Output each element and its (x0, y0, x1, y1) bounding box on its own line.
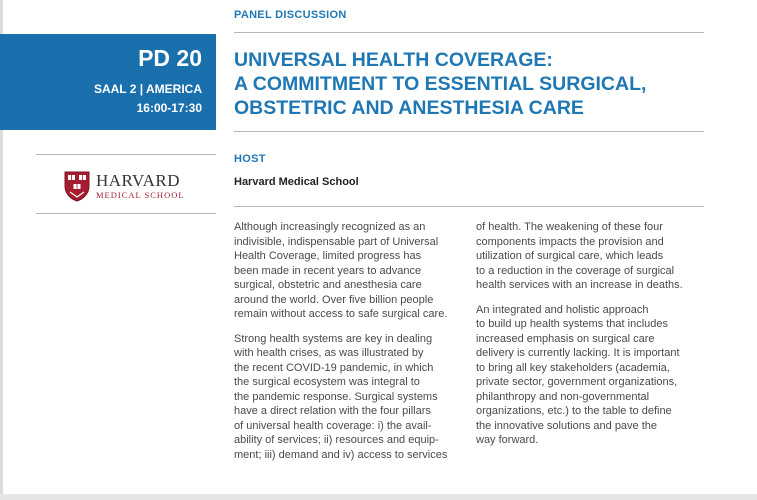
body-line: An integrated and holistic approach (476, 303, 649, 316)
body-line: health services with an increase in deaths. (476, 279, 683, 291)
title-line: UNIVERSAL HEALTH COVERAGE: (234, 49, 553, 71)
body-line: of universal health coverage: i) the avail- (234, 419, 432, 432)
body-line: surgical, obstetric and anesthesia care (234, 279, 422, 291)
page-footer-band (0, 494, 757, 500)
body-line: the pandemic response. Surgical systems (234, 390, 438, 403)
body-line: Health Coverage, limited progress has (234, 250, 422, 262)
logo-top-rule (36, 154, 216, 155)
host-name: Harvard Medical School (234, 176, 359, 188)
paragraph-gap (476, 293, 716, 303)
logo-wordmark (96, 172, 185, 201)
session-room: SAAL 2 | AMERICA (93, 82, 202, 96)
body-line: way forward. (476, 434, 539, 446)
body-line: to a reduction in the coverage of surgical (476, 264, 675, 277)
body-line: the surgical ecosystem was integral to (234, 376, 420, 388)
body-line: the recent COVID-19 pandemic, in which (234, 361, 434, 374)
session-time: 16:00-17:30 (136, 101, 202, 115)
title-top-rule (234, 32, 704, 33)
body-line: have a direct relation with the four pillars (234, 405, 431, 417)
body-line: to build up health systems that includes (476, 318, 669, 330)
body-column-2 (476, 220, 716, 448)
logo-subtitle: MEDICAL SCHOOL (96, 189, 185, 200)
body-line: the innovative solutions and pave the (476, 419, 658, 432)
harvard-medical-school-logo (64, 170, 185, 202)
body-line: around the world. Over five billion people (234, 293, 434, 306)
body-line: organizations, etc.) to the table to define (476, 405, 672, 417)
title-line: OBSTETRIC AND ANESTHESIA CARE (234, 97, 584, 119)
section-label: PANEL DISCUSSION (234, 9, 347, 21)
body-line: ability of services; ii) resources and equip- (234, 434, 439, 446)
body-line: Although increasingly recognized as an (234, 221, 426, 233)
host-bottom-rule (234, 206, 704, 207)
body-line: utilization of surgical care, which leads (476, 250, 664, 262)
title-line: A COMMITMENT TO ESSENTIAL SURGICAL, (234, 73, 647, 95)
body-line: been made in recent years to advance (234, 264, 422, 277)
body-line: ment; iii) demand and iv) access to services (234, 448, 448, 461)
body-line: indivisible, indispensable part of Universal (234, 235, 439, 248)
body-column-1 (234, 220, 466, 462)
logo-name: HARVARD (96, 170, 181, 190)
body-line: increased emphasis on surgical care (476, 332, 655, 345)
session-code: PD 20 (138, 45, 202, 71)
paragraph-gap (234, 322, 466, 332)
body-line: philanthropy and non-governmental (476, 390, 650, 403)
title-bottom-rule (234, 131, 704, 132)
body-line: of health. The weakening of these four (476, 221, 663, 233)
body-line: to bring all key stakeholders (academia, (476, 361, 670, 374)
body-line: remain without access to safe surgical care. (234, 308, 448, 320)
host-label: HOST (234, 153, 266, 165)
logo-bottom-rule (36, 213, 216, 214)
body-line: private sector, government organizations, (476, 376, 678, 388)
body-line: delivery is currently lacking. It is important (476, 347, 680, 359)
panel-title (234, 48, 704, 120)
harvard-shield-icon (64, 171, 90, 202)
body-line: components impacts the provision and (476, 235, 664, 248)
body-line: with health crises, as was illustrated by (234, 347, 424, 359)
session-info-box (0, 34, 216, 130)
body-line: Strong health systems are key in dealing (234, 332, 433, 345)
